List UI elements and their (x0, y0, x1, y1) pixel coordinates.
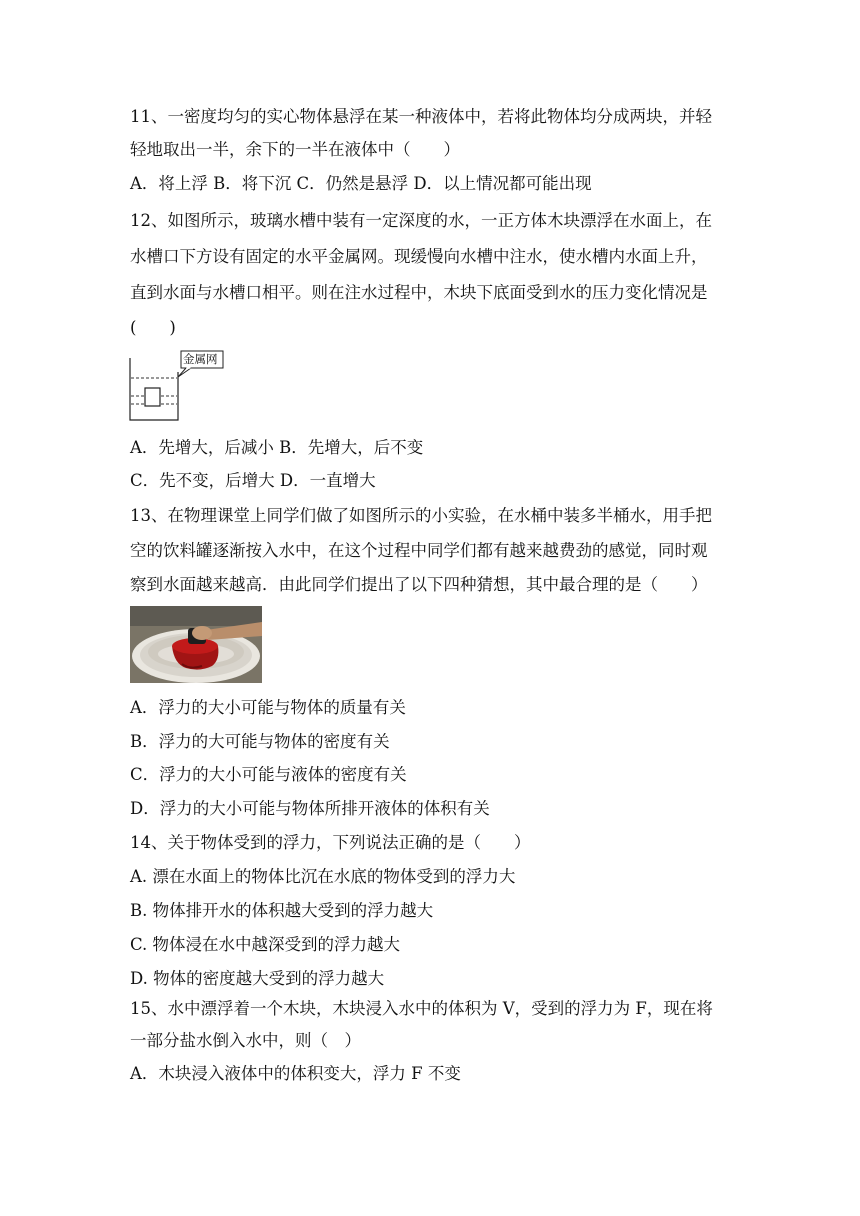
q12-stem-line-2: 水槽口下方设有固定的水平金属网。现缓慢向水槽中注水，使水槽内水面上升， (130, 247, 708, 266)
q13-stem-line-1: 13、在物理课堂上同学们做了如图所示的小实验，在水桶中装多半桶水，用手把 (130, 506, 712, 525)
q15-stem-line-2: 一部分盐水倒入水中，则（ ） (130, 1031, 361, 1050)
water-tank-figure (128, 350, 228, 424)
q12-stem-line-4: ( ) (130, 318, 176, 337)
q12-stem-line-3: 直到水面与水槽口相平。则在注水过程中，木块下底面受到水的压力变化情况是 (130, 283, 708, 302)
bucket-experiment-photo (130, 606, 262, 683)
q13-option-a: A．浮力的大小可能与物体的质量有关 (130, 698, 406, 717)
q14-option-c: C. 物体浸在水中越深受到的浮力越大 (130, 935, 401, 954)
q14-option-d: D. 物体的密度越大受到的浮力越大 (130, 969, 385, 988)
q15-option-a: A．木块浸入液体中的体积变大，浮力 F 不变 (130, 1064, 461, 1083)
metal-mesh-label: 金属网 (183, 352, 218, 366)
q11-stem-line-1: 11、一密度均匀的实心物体悬浮在某一种液体中，若将此物体均分成两块，并轻 (130, 107, 712, 126)
q13-stem-line-2: 空的饮料罐逐渐按入水中，在这个过程中同学们都有越来越费劲的感觉，同时观 (130, 541, 708, 560)
q11-options: A．将上浮 B．将下沉 C．仍然是悬浮 D．以上情况都可能出现 (130, 174, 592, 193)
q14-option-b: B. 物体排开水的体积越大受到的浮力越大 (130, 901, 434, 920)
q13-option-d: D．浮力的大小可能与物体所排开液体的体积有关 (130, 799, 490, 818)
q12-options-line-1: A．先增大，后减小 B．先增大，后不变 (130, 438, 424, 457)
q15-stem-line-1: 15、水中漂浮着一个木块，木块浸入水中的体积为 V，受到的浮力为 F，现在将 (130, 999, 713, 1018)
q13-option-b: B．浮力的大可能与物体的密度有关 (130, 732, 390, 751)
q13-option-c: C．浮力的大小可能与液体的密度有关 (130, 765, 407, 784)
bucket-photo-drawing (130, 606, 262, 683)
q13-stem-line-3: 察到水面越来越高．由此同学们提出了以下四种猜想，其中最合理的是（ ） (130, 575, 708, 594)
q11-stem-line-2: 轻地取出一半，余下的一半在液体中（ ） (130, 140, 460, 159)
q12-options-line-2: C．先不变，后增大 D．一直增大 (130, 471, 376, 490)
q12-stem-line-1: 12、如图所示，玻璃水槽中装有一定深度的水，一正方体木块漂浮在水面上，在 (130, 211, 712, 230)
q14-option-a: A. 漂在水面上的物体比沉在水底的物体受到的浮力大 (130, 867, 516, 886)
q14-stem: 14、关于物体受到的浮力，下列说法正确的是（ ） (130, 833, 531, 852)
